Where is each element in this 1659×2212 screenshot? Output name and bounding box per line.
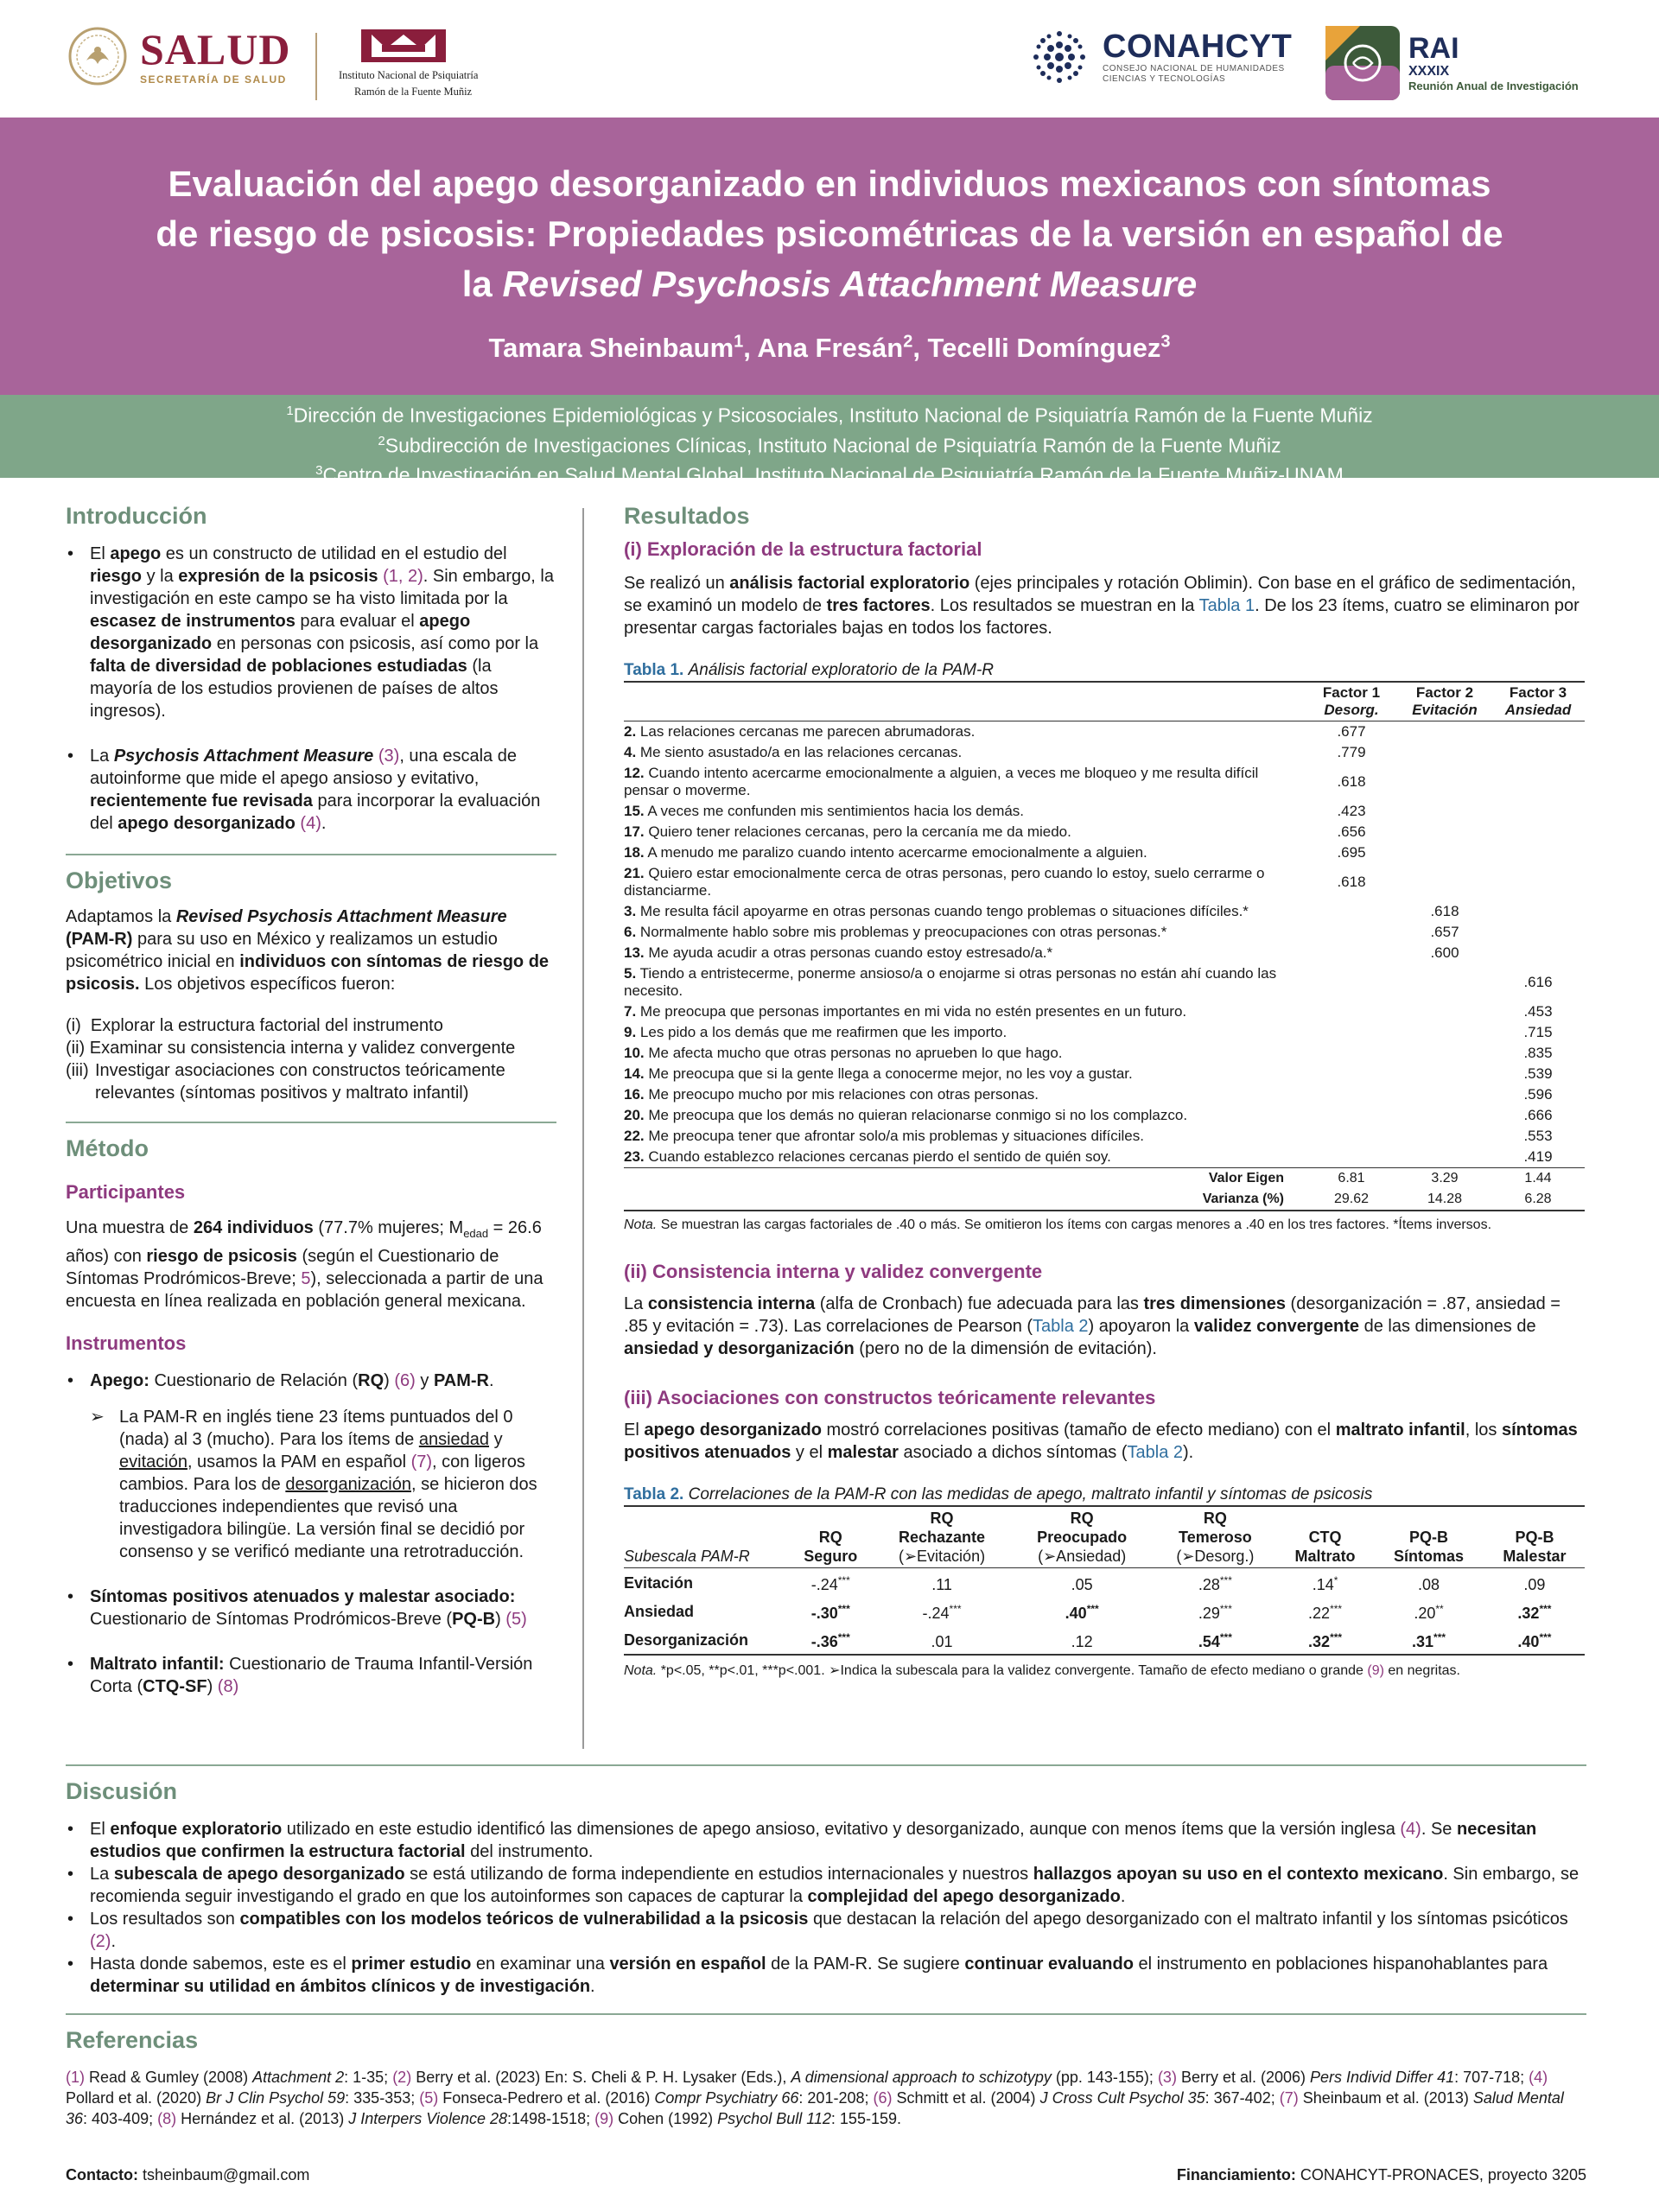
factor-loading: .657 — [1430, 924, 1459, 940]
intro-list — [66, 543, 556, 835]
correlation-value: .22*** — [1308, 1603, 1343, 1622]
item-text: 23. Cuando establezco relaciones cercanas pierdo el sentido de quién soy. — [624, 1148, 1111, 1165]
table2-header: PQ-B Síntomas — [1373, 1506, 1484, 1568]
salud-wordmark: SALUD — [140, 24, 291, 73]
inp-name-line1: Instituto Nacional de Psiquiatría — [339, 69, 479, 81]
factor-loading — [1491, 801, 1585, 822]
factor-loading — [1398, 1064, 1491, 1084]
factor-loading: .453 — [1523, 1003, 1553, 1020]
reference-item: (5) Fonseca-Pedrero et al. (2016) Compr Psychiatry 66: 201-208; — [419, 2089, 874, 2107]
mexico-coat-of-arms-icon — [67, 26, 128, 86]
objetivo-item: (ii) Examinar su consistencia interna y validez convergente — [66, 1039, 516, 1058]
table1-header: Factor 1 Desorg. — [1305, 682, 1398, 721]
item-text: 9. Les pido a los demás que me reafirmen que les importo. — [624, 1024, 1007, 1040]
reference-item: (1) Read & Gumley (2008) Attachment 2: 1-35; — [66, 2069, 393, 2086]
factor-loading — [1398, 1126, 1491, 1147]
factor-loading — [1398, 721, 1491, 743]
table-row — [624, 822, 1585, 842]
item-text: 2. Las relaciones cercanas me parecen abrumadoras. — [624, 723, 976, 740]
correlation-value: -.24*** — [810, 1574, 850, 1593]
logo-bar — [0, 0, 1659, 118]
references-list — [66, 2067, 1586, 2129]
authors — [0, 325, 1659, 365]
factor-loading: .835 — [1523, 1045, 1553, 1061]
factor-loading — [1491, 721, 1585, 743]
correlation-value: .11 — [931, 1576, 952, 1593]
row-label: Evitación — [624, 1573, 694, 1592]
section-heading-introduccion: Introducción — [66, 503, 207, 529]
table-row — [624, 801, 1585, 822]
inp-logo — [339, 26, 478, 100]
conahcyt-logo — [1028, 26, 1292, 88]
section-divider — [66, 1764, 1586, 1766]
citation: (6) — [394, 1371, 416, 1390]
table-row — [624, 963, 1585, 1001]
correlation-value: .40*** — [1065, 1603, 1099, 1622]
salud-subtitle: SECRETARÍA DE SALUD — [140, 73, 287, 86]
contact-email: tsheinbaum@gmail.com — [138, 2166, 310, 2183]
section-heading-referencias: Referencias — [66, 2027, 199, 2053]
factor-loading: .616 — [1523, 974, 1553, 990]
item-text: 7. Me preocupa que personas importantes en mi vida no estén presentes en un futuro. — [624, 1003, 1187, 1020]
table2-header: PQ-B Malestar — [1484, 1506, 1585, 1568]
resultados-paragraph-1: Se realizó un análisis factorial exploratorio (ejes principales y rotación Oblimin). Con base en el gráfico de sedimentación, se examinó un modelo de tres factores. Los resultados se muestran en la Tabla 1. De los 23 ítems, cuatro se eliminaron por presentar cargas factoriales bajas en todos los factores. — [624, 574, 1580, 638]
conahcyt-subtitle-1: CONSEJO NACIONAL DE HUMANIDADES — [1103, 64, 1285, 73]
table-row — [624, 1147, 1585, 1168]
objetivo-item: (i) Explorar la estructura factorial del instrumento — [66, 1016, 443, 1035]
table-row — [624, 721, 1585, 743]
referencias-section — [66, 2025, 1586, 2129]
table2-header: RQ Temeroso (➢Desorg.) — [1154, 1506, 1277, 1568]
table-row — [624, 922, 1585, 943]
table-row: Varianza (%) 29.62 14.28 6.28 — [624, 1189, 1585, 1211]
citation: (4) — [300, 814, 321, 833]
rai-brain-icon — [1325, 26, 1400, 100]
table-row — [624, 1001, 1585, 1022]
section-heading-metodo: Método — [66, 1135, 149, 1161]
discusion-section — [66, 1777, 1595, 1998]
contact: Contacto: tsheinbaum@gmail.com — [66, 2166, 310, 2183]
table2-correlations — [624, 1505, 1585, 1656]
correlation-value: .08 — [1418, 1576, 1440, 1593]
factor-loading — [1305, 1084, 1398, 1105]
left-column — [66, 501, 556, 1698]
item-text: 22. Me preocupa tener que afrontar solo/a mis problemas y situaciones difíciles. — [624, 1128, 1144, 1144]
item-text: 20. Me preocupa que los demás no quieran relacionarse conmigo si no los complazco. — [624, 1107, 1188, 1123]
factor-loading — [1305, 1126, 1398, 1147]
reference-item: (6) Schmitt et al. (2004) J Cross Cult Psychol 35: 367-402; — [873, 2089, 1280, 2107]
factor-loading — [1398, 1084, 1491, 1105]
correlation-value: .12 — [1011, 1625, 1154, 1655]
correlation-value: .05 — [1071, 1576, 1093, 1593]
citation: (1, 2) — [383, 567, 423, 586]
item-text: 17. Quiero tener relaciones cercanas, pero la cercanía me da miedo. — [624, 823, 1071, 840]
author: Tamara Sheinbaum$^1$, — [488, 333, 758, 364]
factor-loading — [1305, 943, 1398, 963]
factor-loading — [1305, 901, 1398, 922]
factor-loading: .596 — [1523, 1086, 1553, 1103]
table2-header: CTQ Maltrato — [1277, 1506, 1373, 1568]
funding: Financiamiento: CONAHCYT-PRONACES, proyecto 3205 — [1176, 2166, 1586, 2183]
discusion-list — [66, 1818, 1595, 1998]
discusion-bullet: • Los resultados son compatibles con los modelos teóricos de vulnerabilidad a la psicosis que destacan la relación del apego desorganizado con el maltrato infantil y los síntomas psicóticos (2). — [66, 1908, 1595, 1953]
citation: (9) — [1367, 1663, 1384, 1678]
reference-item: (7) Sheinbaum et al. (2013) Salud Mental 36: 403-409; — [66, 2089, 1564, 2127]
resultados-paragraph-3: El apego desorganizado mostró correlaciones positivas (tamaño de efecto mediano) con el maltrato infantil, los síntomas positivos atenuados y el malestar asociado a dichos síntomas (Tabla 2). — [624, 1421, 1578, 1462]
table-row — [624, 1568, 1585, 1598]
rai-logo — [1325, 26, 1579, 100]
title-italic: Revised Psychosis Attachment Measure — [502, 264, 1198, 304]
table-row — [624, 943, 1585, 963]
discusion-bullet: • Hasta donde sabemos, este es el primer estudio en examinar una versión en español de la PAM-R. Se sugiere continuar evaluando el instrumento en poblaciones hispanohablantes para determinar su utilidad en ámbitos clínicos y de investigación. — [66, 1953, 1595, 1998]
section-divider — [66, 2013, 1586, 2015]
correlation-value: .54*** — [1154, 1625, 1277, 1655]
discusion-bullet: • La subescala de apego desorganizado se está utilizando de forma independiente en estudios internacionales y nuestros hallazgos apoyan su uso en el contexto mexicano. Sin embargo, se recomienda seguir investigando el grado en que los autoinformes son capaces de capturar la complejidad del apego desorganizado. — [66, 1863, 1595, 1908]
factor-loading — [1398, 822, 1491, 842]
factor-loading — [1398, 1043, 1491, 1064]
table2-caption: Tabla 2. Correlaciones de la PAM-R con las medidas de apego, maltrato infantil y síntomas de psicosis — [624, 1485, 1373, 1503]
factor-loading — [1491, 901, 1585, 922]
item-text: 15. A veces me confunden mis sentimientos hacia los demás. — [624, 803, 1025, 819]
table-row — [624, 1084, 1585, 1105]
instrumento-item: • Maltrato infantil: Cuestionario de Trauma Infantil-Versión Corta (CTQ-SF) (8) — [66, 1653, 556, 1698]
logo-divider — [315, 33, 317, 100]
rai-subtitle: Reunión Anual de Investigación — [1408, 79, 1579, 92]
table-row — [624, 1043, 1585, 1064]
subheading-instrumentos: Instrumentos — [66, 1332, 187, 1354]
table1-header: Factor 3 Ansiedad — [1491, 682, 1585, 721]
affiliation: $^1$Dirección de Investigaciones Epidemiológicas y Psicosociales, Instituto Nacional de Psiquiatría Ramón de la Fuente Muñiz — [286, 404, 1373, 427]
factor-loading: .666 — [1523, 1107, 1553, 1123]
table-reference: Tabla 2 — [1033, 1317, 1089, 1336]
inp-name-line2: Ramón de la Fuente Muñiz — [354, 86, 473, 98]
factor-loading: .423 — [1337, 803, 1366, 819]
citation: (2) — [90, 1932, 111, 1951]
right-column — [624, 501, 1585, 1680]
factor-loading — [1305, 1022, 1398, 1043]
table-row — [624, 1625, 1585, 1655]
citation: (7) — [410, 1452, 433, 1471]
table-row: Valor Eigen 6.81 3.29 1.44 — [624, 1168, 1585, 1190]
instrumento-item: • Apego: Cuestionario de Relación (RQ) (6) y PAM-R. — [66, 1370, 556, 1392]
factor-loading — [1305, 1001, 1398, 1022]
table-row — [624, 842, 1585, 863]
subheading-estructura-factorial: (i) Exploración de la estructura factorial — [624, 538, 982, 560]
factor-loading — [1491, 943, 1585, 963]
table-reference: Tabla 2 — [1127, 1443, 1183, 1462]
conahcyt-dots-icon — [1028, 26, 1090, 88]
intro-bullet-1: • El apego es un constructo de utilidad en el estudio del riesgo y la expresión de la psicosis (1, 2). Sin embargo, la investigación en este campo se ha visto limitada por la escasez de instrumentos para evaluar el apego desorganizado en personas con psicosis, así como por la falta de diversidad de poblaciones estudiadas (la mayoría de los estudios provienen de países de altos ingresos). — [66, 543, 556, 722]
objetivo-item: (iii) Investigar asociaciones con constructos teóricamente relevantes (síntomas positivos y maltrato infantil) — [66, 1061, 505, 1103]
correlation-value: .01 — [874, 1625, 1011, 1655]
section-divider — [66, 854, 556, 855]
factor-loading: .779 — [1337, 744, 1366, 760]
title-line-1: Evaluación del apego desorganizado en individuos mexicanos con síntomas — [168, 163, 1491, 204]
item-text: 16. Me preocupo mucho por mis relaciones con otras personas. — [624, 1086, 1039, 1103]
table-row — [624, 763, 1585, 801]
subheading-consistencia: (ii) Consistencia interna y validez convergente — [624, 1261, 1043, 1282]
reference-item: (3) Berry et al. (2006) Pers Individ Differ 41: 707-718; — [1157, 2069, 1529, 2086]
title-band — [0, 118, 1659, 395]
factor-loading — [1398, 863, 1491, 901]
factor-loading — [1491, 863, 1585, 901]
correlation-value: -.36*** — [788, 1625, 874, 1655]
item-text: 18. A menudo me paralizo cuando intento acercarme emocionalmente a alguien. — [624, 844, 1147, 861]
table-row — [624, 1064, 1585, 1084]
factor-loading — [1491, 742, 1585, 763]
instrumentos-list-2 — [66, 1586, 556, 1698]
table2-header: RQ Seguro — [788, 1506, 874, 1568]
arrow-bullet-icon: ➢ — [90, 1408, 105, 1427]
table2-header: RQ Preocupado (➢Ansiedad) — [1011, 1506, 1154, 1568]
factor-loading — [1305, 1105, 1398, 1126]
item-text: 5. Tiendo a entristecerme, ponerme ansioso/a o enojarme si otras personas no están ahí cuando las necesito. — [624, 965, 1277, 999]
correlation-value: -.24*** — [922, 1603, 962, 1622]
factor-loading: .618 — [1337, 773, 1366, 790]
item-text: 12. Cuando intento acercarme emocionalmente a alguien, a veces me bloqueo y me resulta difícil pensar o moverme. — [624, 765, 1259, 798]
item-text: 4. Me siento asustado/a en las relaciones cercanas. — [624, 744, 963, 760]
factor-loading — [1305, 922, 1398, 943]
poster-title — [52, 159, 1607, 309]
factor-loading: .695 — [1337, 844, 1366, 861]
factor-loading — [1398, 842, 1491, 863]
discusion-bullet: • El enfoque exploratorio utilizado en este estudio identificó las dimensiones de apego ansioso, evitativo y desorganizado, aunque con menos ítems que la versión inglesa (4). Se necesitan estudios que confirmen la estructura factorial del instrumento. — [66, 1818, 1595, 1863]
factor-loading — [1305, 963, 1398, 1001]
item-text: 10. Me afecta mucho que otras personas no aprueben lo que hago. — [624, 1045, 1063, 1061]
factor-loading — [1398, 1105, 1491, 1126]
correlation-value: .20** — [1414, 1603, 1444, 1622]
table-row — [624, 901, 1585, 922]
pam-r-translation-note: ➢ La PAM-R en inglés tiene 23 ítems puntuados del 0 (nada) al 3 (mucho). Para los ítems de ansiedad y evitación, usamos la PAM en español (7), con ligeros cambios. Para los de desorganización, se hicieron dos traducciones independientes que revisó una investigadora bilingüe. La versión final se decidió por consenso y se verificó mediante una retrotraducción. — [90, 1408, 537, 1561]
correlation-value: .28*** — [1198, 1574, 1232, 1593]
factor-loading — [1398, 1001, 1491, 1022]
factor-loading: .656 — [1337, 823, 1366, 840]
table1-body — [624, 721, 1585, 1168]
factor-loading — [1398, 1022, 1491, 1043]
correlation-value: .14* — [1312, 1574, 1338, 1593]
factor-loading — [1398, 742, 1491, 763]
correlation-value: .32*** — [1517, 1603, 1552, 1622]
correlation-value: .09 — [1523, 1576, 1546, 1593]
reference-item: (4) Pollard et al. (2020) Br J Clin Psychol 59: 335-353; — [66, 2069, 1548, 2107]
participantes-paragraph: Una muestra de 264 individuos (77.7% mujeres; $M_{edad} = 26.6$ años) con riesgo de psicosis (según el Cuestionario de Síntomas Prodrómicos-Breve; 5), seleccionada a partir de una encuesta en línea realizada en población general mexicana. — [66, 1218, 543, 1311]
table-row — [624, 1022, 1585, 1043]
table-row — [624, 1597, 1585, 1625]
footer — [66, 2164, 1586, 2185]
correlation-value: .31*** — [1373, 1625, 1484, 1655]
table-reference: Tabla 1 — [1198, 596, 1255, 615]
citation: 5 — [301, 1269, 311, 1288]
table1-caption: Tabla 1. Análisis factorial exploratorio de la PAM-R — [624, 661, 995, 679]
table-row — [624, 742, 1585, 763]
correlation-value: .32*** — [1277, 1625, 1373, 1655]
factor-loading: .618 — [1430, 903, 1459, 919]
factor-loading: .419 — [1523, 1148, 1553, 1165]
table-row — [624, 1105, 1585, 1126]
factor-loading: .553 — [1523, 1128, 1553, 1144]
reference-item: (8) Hernández et al. (2013) J Interpers Violence 28:1498-1518; — [157, 2110, 595, 2127]
salud-logo — [67, 26, 290, 86]
objetivos-paragraph: Adaptamos la Revised Psychosis Attachment Measure (PAM-R) para su uso en México y realizamos un estudio psicométrico inicial en individuos con síntomas de riesgo de psicosis. Los objetivos específicos fueron: — [66, 907, 550, 994]
factor-loading — [1491, 763, 1585, 801]
rai-wordmark: RAI — [1408, 32, 1459, 65]
correlation-value: .29*** — [1198, 1603, 1232, 1622]
table2-note: Nota. *p<.05, **p<.01, ***p<.001. ➢Indica la subescala para la validez convergente. Tamaño de efecto mediano o grande (9) en negritas. — [624, 1663, 1460, 1678]
table1-factor-analysis — [624, 681, 1585, 1211]
correlation-value: .40*** — [1484, 1625, 1585, 1655]
section-heading-objetivos: Objetivos — [66, 868, 173, 893]
factor-loading — [1398, 963, 1491, 1001]
table1-header: Factor 2 Evitación — [1398, 682, 1491, 721]
table1-note: Nota. Se muestran las cargas factoriales de .40 o más. Se omitieron los ítems con cargas menores a .40 en los tres factores. *Ítems inversos. — [624, 1217, 1492, 1232]
table2-header-row — [624, 1506, 1585, 1568]
author: Tecelli Domínguez$^3$ — [927, 333, 1171, 364]
objetivos-list — [66, 1014, 556, 1104]
table-row — [624, 1126, 1585, 1147]
factor-loading — [1305, 1147, 1398, 1168]
table2-rowhead: Subescala PAM-R — [624, 1506, 788, 1568]
rai-edition: XXXIX — [1408, 64, 1450, 79]
section-heading-resultados: Resultados — [624, 503, 750, 529]
item-text: 21. Quiero estar emocionalmente cerca de otras personas, pero cuando lo estoy, suelo cerrarme o distanciarme. — [624, 865, 1265, 899]
factor-loading — [1491, 922, 1585, 943]
affiliation: $^3$Centro de Investigación en Salud Mental Global, Instituto Nacional de Psiquiatría Ramón de la Fuente Muñiz-UNAM — [315, 463, 1344, 486]
factor-loading: .715 — [1523, 1024, 1553, 1040]
citation: (4) — [1400, 1820, 1421, 1839]
item-text: 13. Me ayuda acudir a otras personas cuando estoy estresado/a.* — [624, 944, 1053, 961]
factor-loading: .600 — [1430, 944, 1459, 961]
row-label: Ansiedad — [624, 1602, 695, 1620]
factor-loading — [1491, 822, 1585, 842]
factor-loading — [1398, 763, 1491, 801]
factor-loading: .618 — [1337, 874, 1366, 890]
author: Ana Fresán$^2$, — [757, 333, 928, 364]
conahcyt-subtitle-2: CIENCIAS Y TECNOLOGÍAS — [1103, 74, 1226, 84]
factor-loading — [1398, 801, 1491, 822]
reference-item: (9) Cohen (1992) Psychol Bull 112: 155-159. — [594, 2110, 901, 2127]
table2-header: RQ Rechazante (➢Evitación) — [874, 1506, 1011, 1568]
section-heading-discusion: Discusión — [66, 1778, 178, 1804]
factor-loading: .677 — [1337, 723, 1366, 740]
item-text: 6. Normalmente hablo sobre mis problemas y preocupaciones con otras personas.* — [624, 924, 1167, 940]
section-divider — [66, 1122, 556, 1123]
instrumento-item: • Síntomas positivos atenuados y malestar asociado: Cuestionario de Síntomas Prodrómicos-Breve (PQ-B) (5) — [66, 1586, 556, 1630]
affiliation: $^2$Subdirección de Investigaciones Clínicas, Instituto Nacional de Psiquiatría Ramón de la Fuente Muñiz — [378, 433, 1281, 457]
subheading-participantes: Participantes — [66, 1181, 186, 1203]
item-text: 3. Me resulta fácil apoyarme en otras personas cuando tengo problemas o situaciones difíciles.* — [624, 903, 1249, 919]
table2-body — [624, 1568, 1585, 1656]
factor-loading — [1305, 1064, 1398, 1084]
reference-item: (2) Berry et al. (2023) En: S. Cheli & P. H. Lysaker (Eds.), A dimensional approach to schizotypy (pp. 143-155); — [392, 2069, 1158, 2086]
intro-bullet-2: • La Psychosis Attachment Measure (3), una escala de autoinforme que mide el apego ansioso y evitativo, recientemente fue revisada para incorporar la evaluación del apego desorganizado (4). — [66, 745, 556, 835]
title-line-2: de riesgo de psicosis: Propiedades psicométricas de la versión en español de — [156, 213, 1503, 254]
title-line-3: la Revised Psychosis Attachment Measure — [461, 264, 1198, 304]
factor-loading: .539 — [1523, 1065, 1553, 1082]
citation: (8) — [217, 1677, 239, 1696]
citation: (3) — [378, 747, 400, 766]
conahcyt-wordmark: CONAHCYT — [1103, 29, 1293, 65]
factor-loading — [1398, 1147, 1491, 1168]
subheading-asociaciones: (iii) Asociaciones con constructos teóricamente relevantes — [624, 1387, 1156, 1408]
table-row — [624, 863, 1585, 901]
item-text: 14. Me preocupa que si la gente llega a conocerme mejor, no les voy a gustar. — [624, 1065, 1133, 1082]
factor-loading — [1491, 842, 1585, 863]
instrumentos-list — [66, 1370, 556, 1392]
correlation-value: -.30*** — [810, 1603, 850, 1622]
citation: (5) — [505, 1610, 527, 1629]
affiliations — [0, 395, 1659, 486]
column-divider — [582, 508, 584, 1749]
resultados-paragraph-2: La consistencia interna (alfa de Cronbach) fue adecuada para las tres dimensiones (desorganización = .87, ansiedad = .85 y evitación = .73). Las correlaciones de Pearson (Tabla 2) apoyaron la validez convergente de las dimensiones de ansiedad y desorganización (pero no de la dimensión de evitación). — [624, 1294, 1560, 1358]
inp-emblem-icon — [339, 26, 468, 66]
row-label: Desorganización — [624, 1625, 788, 1655]
factor-loading — [1305, 1043, 1398, 1064]
